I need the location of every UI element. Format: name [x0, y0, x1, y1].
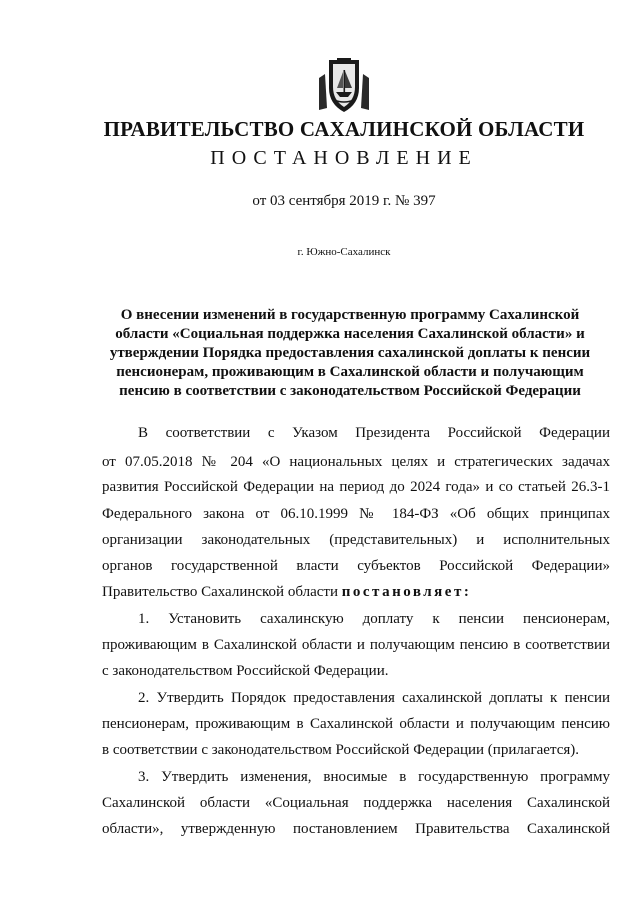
subject-title: О внесении изменений в государственную программу Сахалинской области «Социальная поддержка населения Сахалинской области» и утверждении Порядка предоставления сахалинской доплаты к пенсии пенсионерам, проживающим в Сахалинской области и получающим пенсию в соответствии с законодательством Российской Федерации	[109, 307, 591, 399]
body-line: организации законодательных (представительных) и исполнительных	[102, 532, 610, 548]
body-line: проживающим в Сахалинской области и получающим пенсию в соответствии	[102, 637, 610, 653]
body-line: 2. Утвердить Порядок предоставления сахалинской доплаты к пенсии	[138, 690, 610, 706]
government-title: ПРАВИТЕЛЬСТВО САХАЛИНСКОЙ ОБЛАСТИ	[103, 117, 585, 141]
city: г. Южно-Сахалинск	[297, 246, 391, 258]
body-line: Сахалинской области «Социальная поддержка населения Сахалинской	[102, 795, 610, 811]
body-line: от 07.05.2018 № 204 «О национальных целях и стратегических задачах	[102, 454, 610, 470]
body-line: в соответствии с законодательством Российской Федерации (прилагается).	[102, 742, 580, 758]
coat-of-arms-icon	[317, 58, 371, 116]
body-line: Федерального закона от 06.10.1999 № 184-ФЗ «Об общих принципах	[102, 506, 610, 522]
body-line: 3. Утвердить изменения, вносимые в государственную программу	[138, 769, 610, 785]
body-line	[102, 584, 610, 601]
resolves-keyword: постановляет:	[341, 584, 472, 600]
body-line: с законодательством Российской Федерации.	[102, 663, 389, 679]
body-line: пенсионерам, проживающим в Сахалинской области и получающим пенсию	[102, 716, 610, 732]
date-number: от 03 сентября 2019 г. № 397	[252, 193, 436, 209]
document-type: ПОСТАНОВЛЕНИЕ	[210, 147, 478, 169]
body-line: развития Российской Федерации на период до 2024 года» и со статьей 26.3-1	[102, 479, 610, 495]
body-line: области», утвержденную постановлением Правительства Сахалинской	[102, 821, 610, 837]
government-name: Правительство Сахалинской области	[102, 584, 338, 600]
body-line: органов государственной власти субъектов Российской Федерации»	[102, 558, 610, 574]
body-line: 1. Установить сахалинскую доплату к пенсии пенсионерам,	[138, 611, 610, 627]
body-line: В соответствии с Указом Президента Российской Федерации	[138, 425, 610, 441]
